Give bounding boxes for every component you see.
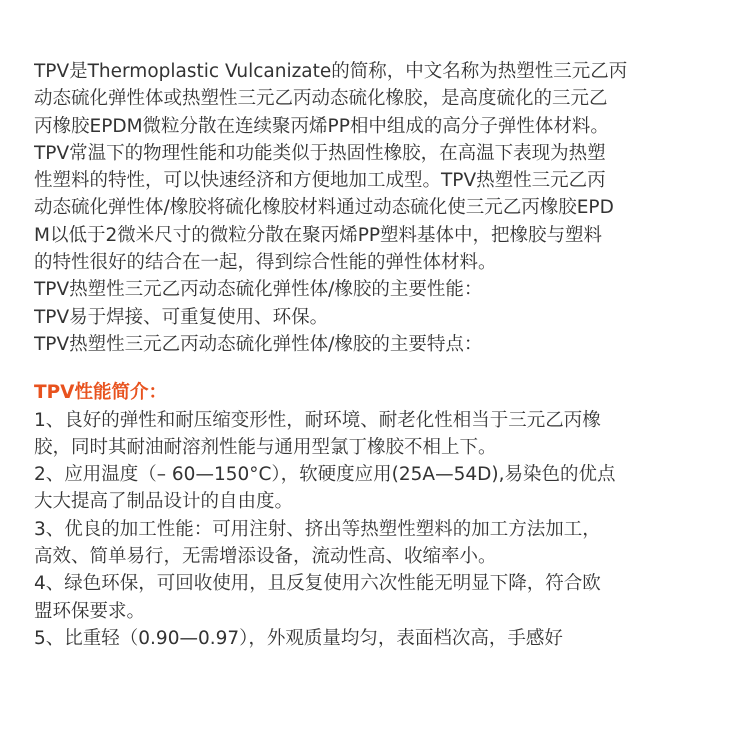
- text-line: TPV是Thermoplastic Vulcanizate的简称，中文名称为热塑性三元乙丙: [34, 61, 628, 82]
- text-line: 动态硫化弹性体/橡胶将硫化橡胶材料通过动态硫化使三元乙丙橡胶EPD: [34, 197, 614, 219]
- feature-line: 盟环保要求。: [34, 600, 146, 622]
- feature-line: 5、比重轻（0.90—0.97），外观质量均匀，表面档次高，手感好: [34, 627, 563, 649]
- text-line: TPV热塑性三元乙丙动态硫化弹性体/橡胶的主要性能：: [34, 279, 483, 301]
- text-line: 性塑料的特性，可以快速经济和方便地加工成型。TPV热塑性三元乙丙: [34, 170, 606, 192]
- feature-line: 高效、简单易行，无需增添设备，流动性高、收缩率小。: [34, 546, 497, 568]
- section-gap: [34, 358, 718, 379]
- feature-line: 4、绿色环保，可回收使用，且反复使用六次性能无明显下降，符合欧: [34, 573, 601, 595]
- text-line: TPV常温下的物理性能和功能类似于热固性橡胶，在高温下表现为热塑: [34, 142, 606, 164]
- section-heading: TPV性能简介：: [34, 382, 167, 404]
- intro-paragraph: [34, 58, 718, 358]
- text-line: TPV易于焊接、可重复使用、环保。: [34, 306, 329, 328]
- text-line: 动态硫化弹性体或热塑性三元乙丙动态硫化橡胶，是高度硫化的三元乙: [34, 88, 608, 110]
- document-body: [34, 58, 718, 652]
- feature-line: 1、良好的弹性和耐压缩变形性，耐环境、耐老化性相当于三元乙丙橡: [34, 409, 601, 431]
- feature-line: 胶，同时其耐油耐溶剂性能与通用型氯丁橡胶不相上下。: [34, 436, 497, 458]
- text-line: M以低于2微米尺寸的微粒分散在聚丙烯PP塑料基体中，把橡胶与塑料: [34, 224, 603, 246]
- feature-line: 3、优良的加工性能：可用注射、挤出等热塑性塑料的加工方法加工，: [34, 518, 601, 540]
- text-line: 的特性很好的结合在一起，得到综合性能的弹性体材料。: [34, 252, 497, 274]
- feature-line: 2、应用温度（– 60—150°C），软硬度应用(25A—54D),易染色的优点: [34, 464, 616, 486]
- feature-line: 大大提高了制品设计的自由度。: [34, 491, 294, 513]
- feature-list: [34, 407, 718, 653]
- text-line: TPV热塑性三元乙丙动态硫化弹性体/橡胶的主要特点：: [34, 333, 483, 355]
- text-line: 丙橡胶EPDM微粒分散在连续聚丙烯PP相中组成的高分子弹性体材料。: [34, 115, 609, 137]
